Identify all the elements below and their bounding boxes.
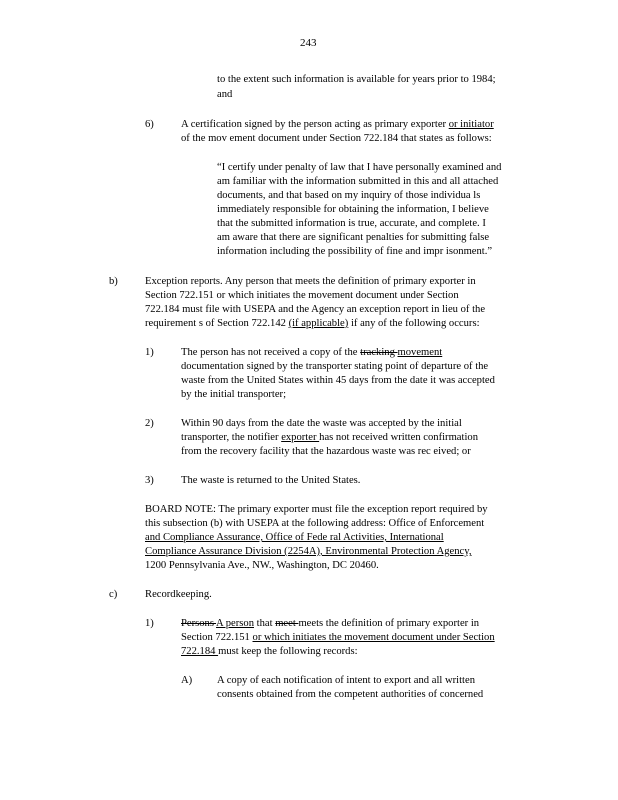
section-c-item-A-number: A) (181, 675, 193, 686)
section-c-line-2-inserted: or which initiates the movement document under Section (252, 632, 495, 643)
quote-line: documents, and that based on my inquiry of those individua ls (217, 190, 481, 201)
section-b-item-1-text: The person has not received a copy of the (181, 347, 361, 358)
board-note-line-inserted: Compliance Assurance Division (2254A), Environmental Protection Agency, (145, 546, 472, 557)
quote-line: am aware that there are significant penalties for submitting false (217, 232, 490, 243)
section-c-line-3-inserted: 722.184 (181, 646, 219, 657)
section-b-inserted-text: (if applicable) (288, 318, 349, 329)
section-b-line-4-text: requirement s of Section 722.142 (145, 318, 289, 329)
section-c-item-A-line-1: A copy of each notification of intent to export and all written (217, 675, 475, 686)
quote-line: immediately responsible for obtaining the information, I believe (217, 204, 489, 215)
section-b-item-3-number: 3) (145, 475, 154, 486)
section-b-item-1-line-4: by the initial transporter; (181, 389, 287, 400)
section-c-text: that (254, 618, 276, 629)
section-c-item-A-line-2: consents obtained from the competent authorities of concerned (217, 689, 484, 700)
section-c-line-3-text: must keep the following records: (218, 646, 358, 657)
item-6-line-1-text: A certification signed by the person acting as primary exporter (181, 119, 449, 130)
board-note-line: this subsection (b) with USEPA at the following address: Office of Enforcement (145, 518, 485, 529)
section-b-item-2-line-2 (181, 431, 478, 446)
board-note-line-inserted: and Compliance Assurance, Office of Fede ral Activities, International (145, 532, 444, 543)
quote-line: that the submitted information is true, accurate, and complete. I (217, 218, 486, 229)
section-b-item-2-inserted-text: exporter (281, 432, 320, 443)
section-c-text-end: meets the definition of primary exporter in (298, 618, 480, 629)
section-b-item-2-line-1: Within 90 days from the date the waste was accepted by the initial (181, 418, 462, 429)
section-b-item-1-number: 1) (145, 347, 154, 358)
section-b-item-2-text-end: has not received written confirmation (319, 432, 478, 443)
section-b-item-2-text: transporter, the notifier (181, 432, 282, 443)
section-b-item-2-number: 2) (145, 418, 154, 429)
section-c-item-1-line-3 (181, 645, 358, 660)
section-b-item-3-line-1: The waste is returned to the United States. (181, 475, 361, 486)
section-b-item-2-line-3: from the recovery facility that the hazardous waste was rec eived; or (181, 446, 471, 457)
item-6-line-2: of the mov ement document under Section 722.184 that states as follows: (181, 133, 492, 144)
section-b-item-1-line-3: waste from the United States within 45 days from the date it was accepted (181, 375, 495, 386)
item-6-inserted-text: or initiator (448, 119, 494, 130)
item-6-line-1 (181, 118, 494, 133)
intro-line-2: and (217, 89, 233, 100)
quote-line: “I certify under penalty of law that I have personally examined and (217, 162, 502, 173)
section-b-line-2: Section 722.151 or which initiates the movement document under Section (145, 290, 459, 301)
section-c-label: c) (109, 589, 118, 600)
section-b-item-1-line-1 (181, 346, 442, 361)
section-b-line-1: Exception reports. Any person that meets the definition of primary exporter in (145, 276, 476, 287)
section-c-deleted-text-2: meet (275, 618, 299, 629)
section-c-line-2-text: Section 722.151 (181, 632, 253, 643)
intro-line-1: to the extent such information is available for years prior to 1984; (217, 74, 496, 85)
quote-line: information including the possibility of fine and impr isonment.” (217, 246, 493, 257)
section-c-deleted-text: Persons (181, 618, 217, 629)
section-c-title: Recordkeeping. (145, 589, 212, 600)
section-b-line-3: 722.184 must file with USEPA and the Agency an exception report in lieu of the (145, 304, 486, 315)
section-b-item-1-inserted-text: movement (397, 347, 443, 358)
board-note-line: BOARD NOTE: The primary exporter must file the exception report required by (145, 504, 488, 515)
item-6-number: 6) (145, 119, 154, 130)
section-b-item-1-deleted-text: tracking (360, 347, 398, 358)
page-number: 243 (300, 37, 317, 49)
section-c-inserted-text: A person (216, 618, 254, 629)
section-b-line-4 (145, 317, 480, 332)
section-b-item-1-line-2: documentation signed by the transporter stating point of departure of the (181, 361, 489, 372)
quote-line: am familiar with the information submitted in this and all attached (217, 176, 499, 187)
board-note-line: 1200 Pennsylvania Ave., NW., Washington, DC 20460. (145, 560, 379, 571)
section-c-item-1-line-1 (181, 617, 479, 632)
section-b-line-4-text-end: if any of the following occurs: (348, 318, 480, 329)
section-c-item-1-line-2 (181, 631, 495, 646)
section-c-item-1-number: 1) (145, 618, 154, 629)
section-b-label: b) (109, 276, 118, 287)
